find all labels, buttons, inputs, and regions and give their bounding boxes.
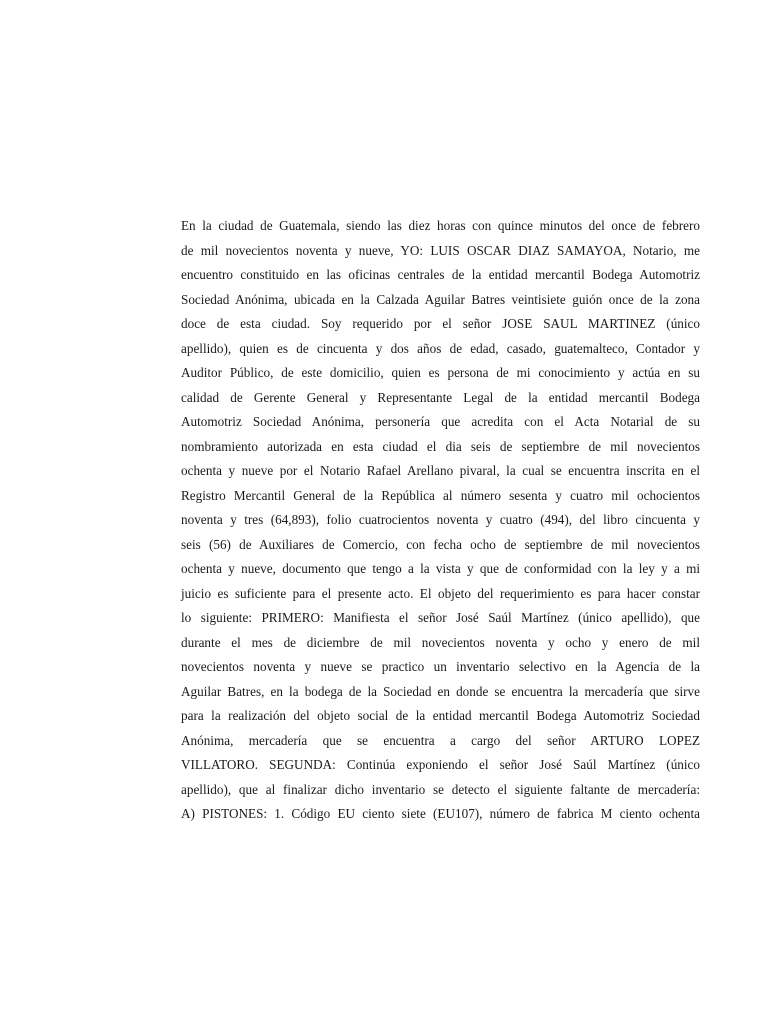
text-line-25: A) PISTONES: 1. Código EU ciento siete (EU107), número de fabrica M ciento ochenta xyxy=(181,806,700,821)
text-line-9: Automotriz Sociedad Anónima, personería que acredita con el Acta Notarial de su xyxy=(181,414,700,429)
text-line-24: apellido), que al finalizar dicho inventario se detecto el siguiente faltante de mercadería: xyxy=(181,781,700,797)
text-line-2: de mil novecientos noventa y nueve, YO: LUIS OSCAR DIAZ SAMAYOA, Notario, me xyxy=(181,242,700,258)
text-line-13: noventa y tres (64,893), folio cuatrocientos noventa y cuatro (494), del libro cincuenta y xyxy=(181,512,700,527)
text-line-23: VILLATORO. SEGUNDA: Continúa exponiendo el señor José Saúl Martínez (único xyxy=(181,757,700,772)
text-line-22: Anónima, mercadería que se encuentra a cargo del señor ARTURO LOPEZ xyxy=(181,732,700,748)
text-line-6: apellido), quien es de cincuenta y dos años de edad, casado, guatemalteco, Contador y xyxy=(181,340,700,356)
text-line-7: Auditor Público, de este domicilio, quien es persona de mi conocimiento y actúa en su xyxy=(181,365,700,380)
text-line-15: ochenta y nueve, documento que tengo a la vista y que de conformidad con la ley y a mi xyxy=(181,561,700,576)
text-line-8: calidad de Gerente General y Representante Legal de la entidad mercantil Bodega xyxy=(181,389,700,405)
text-line-18: durante el mes de diciembre de mil novecientos noventa y ocho y enero de mil xyxy=(181,634,700,650)
text-line-16: juicio es suficiente para el presente acto. El objeto del requerimiento es para hacer constar xyxy=(181,585,700,601)
text-line-10: nombramiento autorizada en esta ciudad el dia seis de septiembre de mil novecientos xyxy=(181,438,700,454)
text-line-19: novecientos noventa y nueve se practico un inventario selectivo en la Agencia de la xyxy=(181,659,700,674)
text-line-12: Registro Mercantil General de la República al número sesenta y cuatro mil ochocientos xyxy=(181,487,700,503)
text-line-3: encuentro constituido en las oficinas centrales de la entidad mercantil Bodega Automotriz xyxy=(181,267,700,282)
text-line-1: En la ciudad de Guatemala, siendo las diez horas con quince minutos del once de febrero xyxy=(181,218,700,233)
text-line-17: lo siguiente: PRIMERO: Manifiesta el señor José Saúl Martínez (único apellido), que xyxy=(181,610,700,625)
text-line-21: para la realización del objeto social de la entidad mercantil Bodega Automotriz Sociedad xyxy=(181,708,700,723)
text-line-14: seis (56) de Auxiliares de Comercio, con fecha ocho de septiembre de mil novecientos xyxy=(181,536,700,552)
text-line-20: Aguilar Batres, en la bodega de la Sociedad en donde se encuentra la mercadería que sirve xyxy=(181,683,700,699)
notarial-act-body xyxy=(181,214,700,827)
text-line-5: doce de esta ciudad. Soy requerido por el señor JOSE SAUL MARTINEZ (único xyxy=(181,316,700,331)
text-line-11: ochenta y nueve por el Notario Rafael Arellano pivaral, la cual se encuentra inscrita en el xyxy=(181,463,700,478)
text-line-4: Sociedad Anónima, ubicada en la Calzada Aguilar Batres veintisiete guión once de la zona xyxy=(181,291,700,307)
